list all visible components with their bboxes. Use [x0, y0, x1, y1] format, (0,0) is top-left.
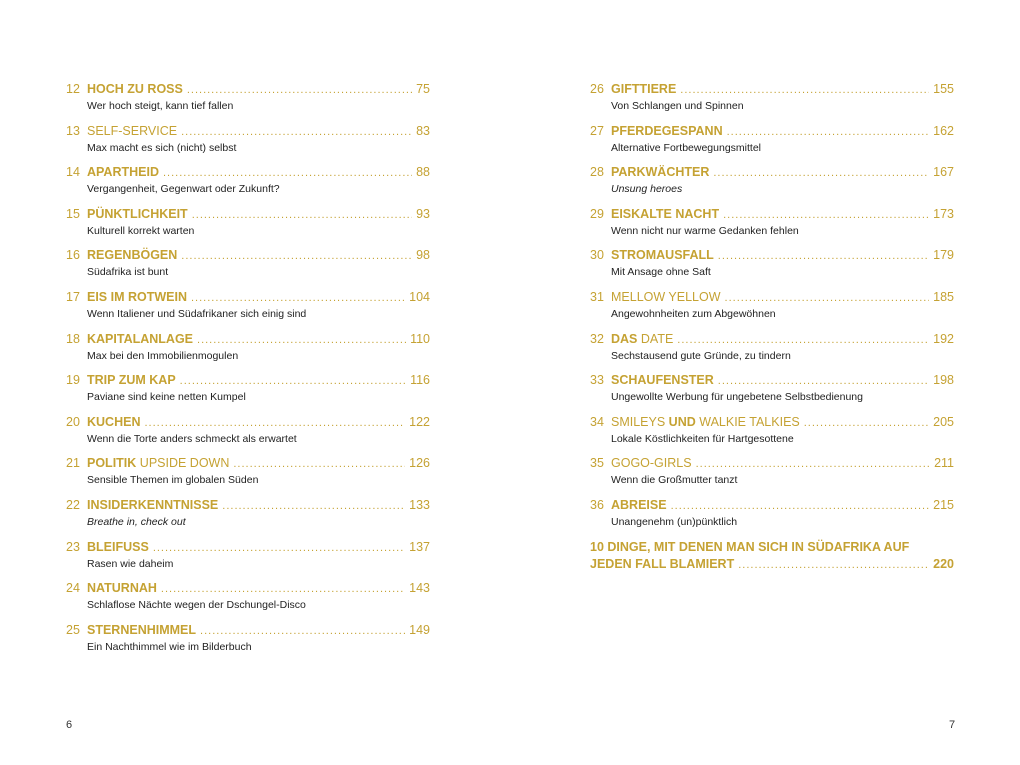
- chapter-number: 35: [590, 456, 604, 471]
- chapter-title: [611, 206, 719, 223]
- chapter-number: 16: [66, 248, 80, 263]
- dot-leader: [718, 248, 929, 265]
- chapter-subtitle: Kulturell korrekt warten: [87, 224, 195, 237]
- chapter-number: 14: [66, 165, 80, 180]
- dot-leader: [191, 290, 405, 307]
- chapter-subtitle: Sechstausend gute Gründe, zu tindern: [611, 349, 791, 362]
- toc-entry-heading: [66, 539, 430, 557]
- toc-entry[interactable]: [590, 372, 954, 414]
- chapter-number: 22: [66, 497, 80, 512]
- chapter-subtitle: Wenn die Torte anders schmeckt als erwartet: [87, 432, 297, 445]
- chapter-number: 23: [66, 539, 80, 554]
- page-reference: 215: [933, 497, 954, 512]
- chapter-title-part: HOCH ZU ROSS: [87, 82, 183, 96]
- chapter-number: 17: [66, 289, 80, 304]
- toc-entry-heading: [66, 206, 430, 224]
- chapter-title: [87, 206, 188, 223]
- chapter-title: [611, 289, 721, 306]
- toc-entry-heading: [66, 81, 430, 99]
- chapter-title-part: EIS IM ROTWEIN: [87, 289, 187, 304]
- toc-entry-heading: [66, 247, 430, 265]
- toc-entry-heading: [66, 455, 430, 473]
- chapter-title: [611, 81, 676, 98]
- page-reference: 198: [933, 373, 954, 388]
- toc-left-column: [66, 81, 430, 663]
- dot-leader: [153, 540, 405, 557]
- toc-entry[interactable]: [66, 414, 430, 456]
- page-reference: 220: [933, 556, 954, 571]
- toc-entry[interactable]: [590, 331, 954, 373]
- page-reference: 192: [933, 331, 954, 346]
- page-reference: 149: [409, 622, 430, 637]
- chapter-title: [87, 414, 140, 431]
- page-reference: 179: [933, 248, 954, 263]
- toc-entry[interactable]: [590, 497, 954, 539]
- chapter-title: [87, 580, 157, 597]
- chapter-number: 12: [66, 82, 80, 96]
- page-reference: 110: [410, 331, 430, 346]
- dot-leader: [804, 415, 929, 432]
- toc-entry[interactable]: [66, 123, 430, 165]
- toc-entry-heading: [590, 206, 954, 224]
- page-reference: 122: [409, 414, 430, 429]
- dot-leader: [192, 207, 412, 224]
- dot-leader: [677, 332, 929, 349]
- page-reference: 93: [416, 206, 430, 221]
- chapter-title-line2-row: [590, 556, 954, 574]
- chapter-title-part: SELF-SERVICE: [87, 123, 178, 138]
- toc-entry[interactable]: [590, 455, 954, 497]
- toc-entry[interactable]: [590, 81, 954, 123]
- page-reference: 126: [409, 456, 430, 471]
- chapter-subtitle: Wenn nicht nur warme Gedanken fehlen: [611, 224, 799, 237]
- toc-entry-heading: [590, 123, 954, 141]
- chapter-number: 19: [66, 373, 80, 388]
- chapter-number: 30: [590, 248, 604, 263]
- toc-entry-heading: [590, 164, 954, 182]
- toc-entry-heading: [590, 539, 954, 574]
- chapter-title-part: DAS: [611, 331, 638, 346]
- chapter-number: 36: [590, 497, 604, 512]
- toc-entry[interactable]: [590, 414, 954, 456]
- toc-entry-heading: [66, 580, 430, 598]
- chapter-title-part: PFERDEGESPANN: [611, 123, 723, 138]
- chapter-subtitle: Max bei den Immobilienmogulen: [87, 349, 239, 362]
- chapter-title-part: SMILEYS: [611, 414, 669, 429]
- chapter-title-part: PARKWÄCHTER: [611, 165, 710, 180]
- chapter-title-part: TRIP ZUM KAP: [87, 373, 176, 388]
- toc-entry-heading: [66, 164, 430, 182]
- dot-leader: [738, 557, 929, 574]
- chapter-subtitle: Angewohnheiten zum Abgewöhnen: [611, 307, 776, 320]
- toc-entry-heading: [590, 289, 954, 307]
- chapter-title: [611, 247, 714, 264]
- chapter-subtitle: Alternative Fortbewegungsmittel: [611, 141, 761, 154]
- page-reference: 162: [933, 123, 954, 138]
- page-reference: 185: [933, 289, 954, 304]
- chapter-subtitle: Unangenehm (un)pünktlich: [611, 515, 738, 528]
- chapter-title: [611, 497, 667, 514]
- dot-leader: [197, 332, 406, 349]
- chapter-subtitle: Mit Ansage ohne Saft: [611, 266, 711, 279]
- dot-leader: [163, 165, 412, 182]
- chapter-subtitle: Rasen wie daheim: [87, 557, 174, 570]
- dot-leader: [680, 82, 929, 99]
- toc-entry-heading: [66, 622, 430, 640]
- dot-leader: [181, 124, 412, 141]
- toc-entry-heading: [66, 372, 430, 390]
- chapter-number: 15: [66, 206, 80, 221]
- chapter-subtitle: Schlaflose Nächte wegen der Dschungel-Disco: [87, 599, 306, 612]
- chapter-title: [87, 289, 187, 306]
- chapter-title-part: WALKIE TALKIES: [695, 414, 800, 429]
- chapter-subtitle: Wer hoch steigt, kann tief fallen: [87, 100, 234, 112]
- dot-leader: [180, 373, 406, 390]
- chapter-title: [87, 497, 218, 514]
- chapter-title-part: UPSIDE DOWN: [136, 456, 230, 471]
- dot-leader: [718, 373, 929, 390]
- chapter-title-part: PÜNKTLICHKEIT: [87, 206, 188, 221]
- page-reference: 88: [416, 165, 430, 180]
- chapter-number: 18: [66, 331, 80, 346]
- chapter-subtitle: Sensible Themen im globalen Süden: [87, 474, 259, 487]
- page-reference: 133: [409, 497, 430, 512]
- chapter-title: [611, 164, 709, 181]
- toc-entry[interactable]: [590, 247, 954, 289]
- dot-leader: [696, 456, 930, 473]
- chapter-number: 32: [590, 331, 604, 346]
- chapter-title: [87, 164, 159, 181]
- chapter-number: 28: [590, 165, 604, 180]
- page-reference: 137: [409, 539, 430, 554]
- chapter-title-part: INSIDERKENNTNISSE: [87, 497, 219, 512]
- page-reference: 155: [933, 82, 954, 96]
- chapter-title: [87, 372, 176, 389]
- chapter-subtitle: Ungewollte Werbung für ungebetene Selbstbedienung: [611, 391, 863, 404]
- chapter-title-part: REGENBÖGEN: [87, 248, 178, 263]
- chapter-title-part: KUCHEN: [87, 414, 141, 429]
- toc-entry-heading: [590, 81, 954, 99]
- chapter-title: [611, 372, 714, 389]
- chapter-title: [87, 247, 177, 264]
- toc-entry[interactable]: [590, 123, 954, 165]
- page-number-left: 6: [66, 719, 73, 731]
- page-reference: 211: [934, 456, 954, 471]
- chapter-title-part: EISKALTE NACHT: [611, 206, 720, 221]
- toc-entry[interactable]: [590, 206, 954, 248]
- chapter-title: [87, 81, 183, 98]
- toc-entry-heading: [590, 331, 954, 349]
- dot-leader: [161, 581, 405, 598]
- toc-entry-heading: [66, 289, 430, 307]
- chapter-title-line1: 10 DINGE, MIT DENEN MAN SICH IN SÜDAFRIKA AUF: [590, 539, 910, 554]
- chapter-subtitle: Wenn Italiener und Südafrikaner sich einig sind: [87, 307, 307, 320]
- page-reference: 116: [410, 373, 430, 388]
- chapter-subtitle: Max macht es sich (nicht) selbst: [87, 141, 237, 154]
- chapter-title-part: BLEIFUSS: [87, 539, 149, 554]
- chapter-title-part: UND: [668, 414, 696, 429]
- dot-leader: [222, 498, 405, 515]
- dot-leader: [671, 498, 930, 515]
- chapter-title: [87, 455, 229, 472]
- dot-leader: [181, 248, 412, 265]
- toc-entry[interactable]: [66, 164, 430, 206]
- dot-leader: [713, 165, 929, 182]
- toc-entry[interactable]: [66, 372, 430, 414]
- dot-leader: [727, 124, 930, 141]
- chapter-subtitle: Unsung heroes: [611, 183, 683, 196]
- toc-entry[interactable]: [66, 539, 430, 581]
- chapter-title-part: STERNENHIMMEL: [87, 622, 197, 637]
- chapter-subtitle: Südafrika ist bunt: [87, 266, 169, 279]
- chapter-title-part: ABREISE: [611, 497, 667, 512]
- page-reference: 83: [416, 123, 430, 138]
- chapter-title-part: GOGO-GIRLS: [611, 456, 692, 471]
- chapter-title-part: DATE: [637, 331, 674, 346]
- chapter-number: 31: [590, 289, 604, 304]
- chapter-title: [611, 331, 673, 348]
- chapter-subtitle: Lokale Köstlichkeiten für Hartgesottene: [611, 432, 794, 445]
- page-reference: 75: [416, 82, 430, 96]
- dot-leader: [723, 207, 929, 224]
- toc-entry-heading: [66, 331, 430, 349]
- chapter-number: 25: [66, 622, 80, 637]
- dot-leader: [233, 456, 405, 473]
- chapter-number: 33: [590, 373, 604, 388]
- chapter-title: [87, 331, 193, 348]
- toc-entry[interactable]: [66, 206, 430, 248]
- toc-entry[interactable]: [66, 247, 430, 289]
- toc-entry-final[interactable]: [590, 539, 954, 581]
- toc-entry[interactable]: [66, 580, 430, 622]
- chapter-subtitle: Vergangenheit, Gegenwart oder Zukunft?: [87, 183, 280, 196]
- toc-entry[interactable]: [590, 164, 954, 206]
- chapter-title-part: KAPITALANLAGE: [87, 331, 194, 346]
- chapter-title: [611, 455, 692, 472]
- page-reference: 98: [416, 248, 430, 263]
- chapter-subtitle: Wenn die Großmutter tanzt: [611, 474, 738, 487]
- toc-entry-heading: [66, 497, 430, 515]
- toc-entry-heading: [590, 497, 954, 515]
- dot-leader: [144, 415, 405, 432]
- toc-entry-heading: [66, 123, 430, 141]
- toc-entry[interactable]: [66, 497, 430, 539]
- page-number-right: 7: [949, 719, 956, 731]
- toc-entry-heading: [66, 414, 430, 432]
- chapter-title-part: APARTHEID: [87, 165, 159, 180]
- chapter-title-line2: JEDEN FALL BLAMIERT: [590, 556, 735, 571]
- dot-leader: [187, 82, 412, 99]
- chapter-title-part: POLITIK: [87, 456, 137, 471]
- chapter-title: [87, 622, 196, 639]
- chapter-title-part: GIFTTIERE: [611, 82, 677, 96]
- toc-entry-heading: [590, 247, 954, 265]
- chapter-number: 26: [590, 82, 604, 96]
- chapter-title-part: STROMAUSFALL: [611, 248, 714, 263]
- dot-leader: [200, 623, 405, 640]
- page-reference: 143: [409, 581, 430, 596]
- toc-entry[interactable]: [66, 81, 430, 123]
- chapter-number: 34: [590, 414, 604, 429]
- toc-entry[interactable]: [66, 622, 430, 664]
- chapter-number: 20: [66, 414, 80, 429]
- chapter-title-part: NATURNAH: [87, 581, 157, 596]
- chapter-subtitle: Von Schlangen und Spinnen: [611, 100, 744, 112]
- chapter-number: 27: [590, 123, 604, 138]
- chapter-subtitle: Paviane sind keine netten Kumpel: [87, 391, 246, 404]
- chapter-number: 24: [66, 581, 80, 596]
- toc-entry[interactable]: [66, 331, 430, 373]
- chapter-title: [611, 123, 723, 140]
- toc-entry-heading: [590, 372, 954, 390]
- page-reference: 205: [933, 414, 954, 429]
- toc-entry[interactable]: [66, 289, 430, 331]
- page-reference: 104: [409, 289, 430, 304]
- chapter-title: [87, 123, 177, 140]
- chapter-title-part: MELLOW YELLOW: [611, 289, 721, 304]
- toc-entry[interactable]: [590, 289, 954, 331]
- page-reference: 167: [933, 165, 954, 180]
- dot-leader: [725, 290, 930, 307]
- page-reference: 173: [933, 206, 954, 221]
- chapter-subtitle: Breathe in, check out: [87, 515, 186, 528]
- chapter-number: 13: [66, 123, 80, 138]
- chapter-title: [87, 539, 149, 556]
- toc-entry-heading: [590, 414, 954, 432]
- chapter-title: [611, 414, 800, 431]
- toc-entry[interactable]: [66, 455, 430, 497]
- toc-right-column: [590, 81, 954, 580]
- toc-entry-heading: [590, 455, 954, 473]
- chapter-title-part: SCHAUFENSTER: [611, 373, 714, 388]
- chapter-number: 21: [66, 456, 80, 471]
- chapter-subtitle: Ein Nachthimmel wie im Bilderbuch: [87, 640, 252, 653]
- chapter-number: 29: [590, 206, 604, 221]
